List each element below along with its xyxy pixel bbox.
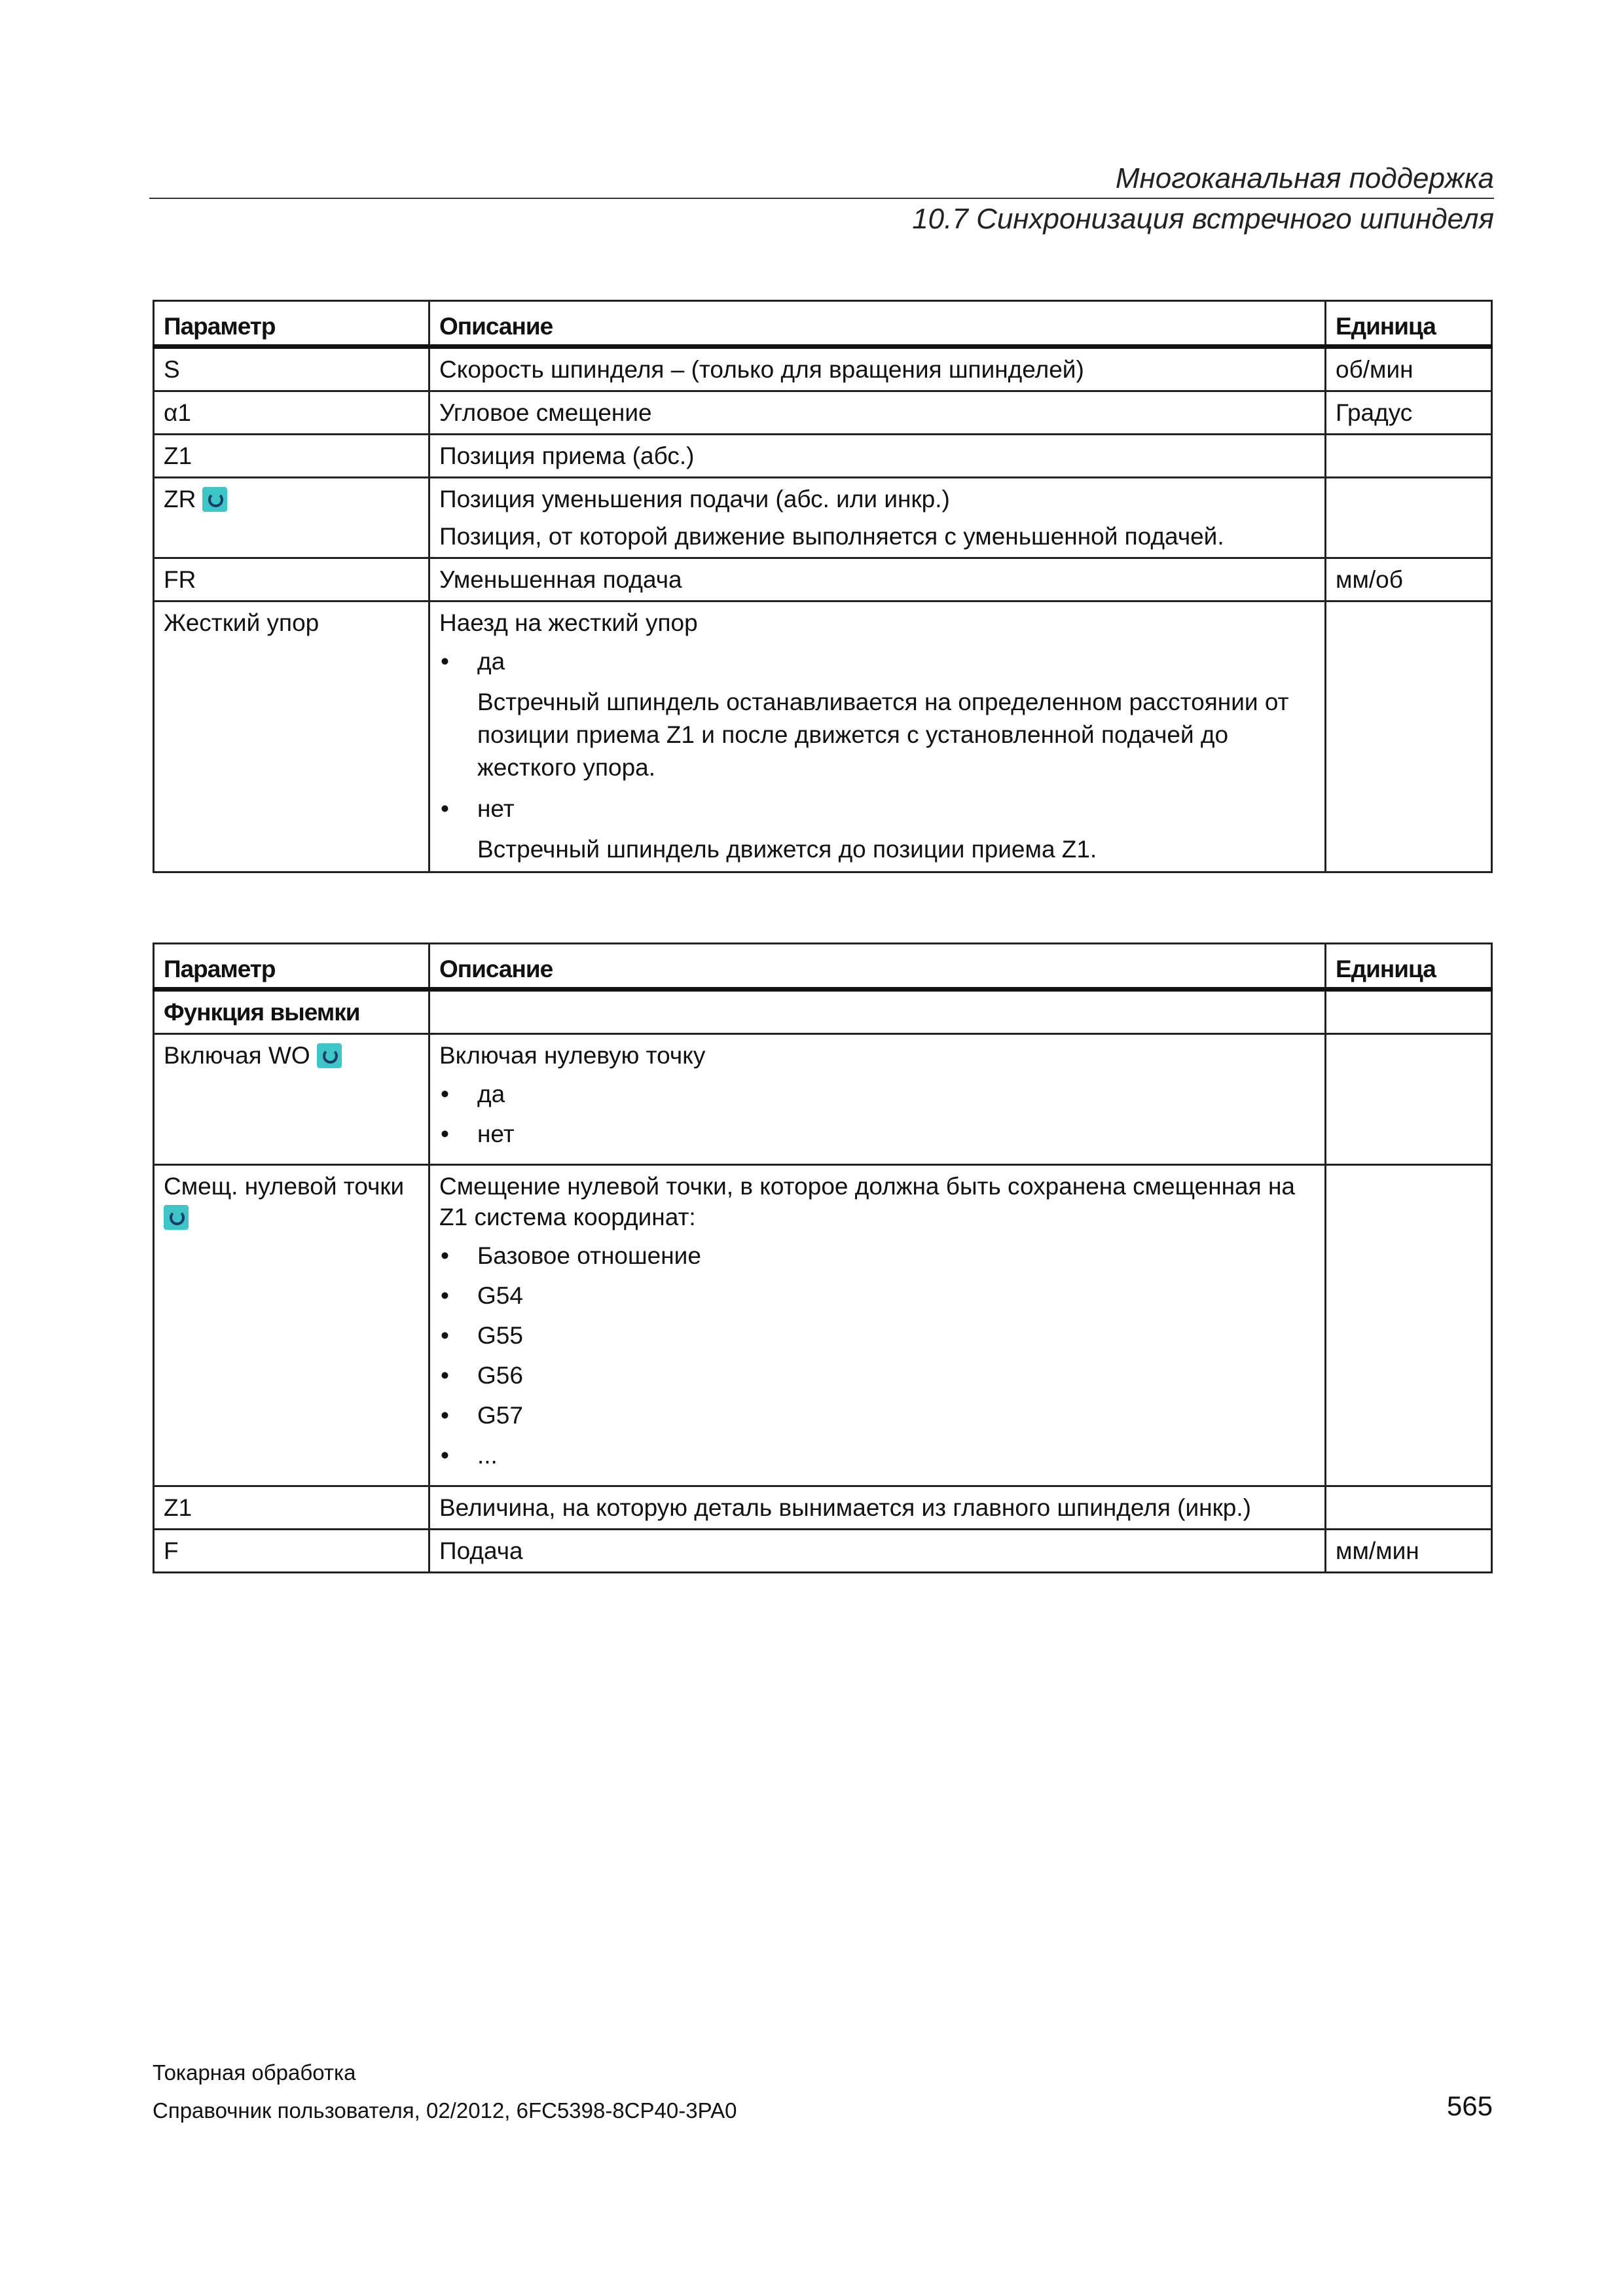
column-header-description: Описание [429,944,1326,990]
desc-line: Включая нулевую точку [439,1042,706,1069]
list-item: • ... [439,1440,1315,1471]
param-label: Смещ. нулевой точки [164,1173,405,1200]
list-item: • G56 [439,1360,1315,1391]
desc-line: Смещение нулевой точки, в которое должна быть сохранена смещенная на Z1 система координат: [439,1173,1295,1230]
toggle-icon [164,1205,189,1230]
column-header-parameter: Параметр [154,301,429,347]
param-cell: F [154,1530,429,1573]
param-cell [154,1165,429,1486]
list-item: • да [439,1079,1315,1109]
option-description: Встречный шпиндель останавливается на определенном расстоянии от позиции приема Z1 и после движется с установленной подачей до жесткого упора. [477,689,1289,781]
chapter-title: Многоканальная поддержка [1115,162,1494,194]
column-header-parameter: Параметр [154,944,429,990]
param-cell: Z1 [154,435,429,478]
page-number: 565 [1446,2090,1493,2121]
option-list [439,1240,1315,1471]
unit-cell [1326,990,1492,1034]
table-group-row [154,990,1492,1034]
list-item: • G55 [439,1320,1315,1351]
table-row [154,1034,1492,1165]
param-label: ZR [164,486,196,512]
param-cell: α1 [154,391,429,435]
section-title: 10.7 Синхронизация встречного шпинделя [912,203,1494,235]
toggle-icon [317,1043,342,1068]
table-row [154,478,1492,558]
unit-cell [1326,1034,1492,1165]
table-row [154,435,1492,478]
desc-cell: Величина, на которую деталь вынимается из главного шпинделя (инкр.) [429,1486,1326,1530]
toggle-icon [202,487,227,512]
header-divider [149,198,1494,199]
unit-cell [1326,435,1492,478]
column-header-unit: Единица [1326,301,1492,347]
unit-cell [1326,1486,1492,1530]
table-row [154,1165,1492,1486]
table-row [154,391,1492,435]
unit-cell: об/мин [1326,347,1492,391]
param-cell: FR [154,558,429,601]
unit-cell [1326,478,1492,558]
list-item: • да [439,646,1315,677]
desc-line: Наезд на жесткий упор [439,609,698,636]
list-item: • нет [439,793,1315,824]
table-row [154,601,1492,872]
parameter-table-1 [153,300,1493,873]
list-item: • G54 [439,1280,1315,1311]
desc-line: Позиция уменьшения подачи (абс. или инкр.) [439,486,950,512]
param-cell: Жесткий упор [154,601,429,872]
desc-cell: Угловое смещение [429,391,1326,435]
table-header-row [154,301,1492,347]
unit-cell: Градус [1326,391,1492,435]
footer-publication-info: Справочник пользователя, 02/2012, 6FC5398-8CP40-3PA0 [153,2098,737,2123]
unit-cell: мм/мин [1326,1530,1492,1573]
desc-cell [429,990,1326,1034]
param-cell: S [154,347,429,391]
parameter-table-2 [153,942,1493,1573]
desc-cell: Уменьшенная подача [429,558,1326,601]
desc-cell [429,1165,1326,1486]
desc-cell [429,601,1326,872]
column-header-description: Описание [429,301,1326,347]
group-title: Функция выемки [154,990,429,1034]
desc-line: Позиция, от которой движение выполняется с уменьшенной подачей. [439,523,1224,550]
desc-cell [429,1034,1326,1165]
desc-cell: Скорость шпинделя – (только для вращения шпинделей) [429,347,1326,391]
option-description: Встречный шпиндель движется до позиции приема Z1. [477,836,1097,863]
option-list [439,646,1315,677]
list-item: • Базовое отношение [439,1240,1315,1271]
footer-book-title: Токарная обработка [153,2060,356,2085]
unit-cell [1326,601,1492,872]
table-row [154,558,1492,601]
column-header-unit: Единица [1326,944,1492,990]
unit-cell: мм/об [1326,558,1492,601]
table-header-row [154,944,1492,990]
table-row [154,1486,1492,1530]
list-item: • G57 [439,1400,1315,1431]
table-row [154,347,1492,391]
desc-cell: Подача [429,1530,1326,1573]
option-list [439,793,1315,824]
param-cell [154,1034,429,1165]
param-cell: Z1 [154,1486,429,1530]
unit-cell [1326,1165,1492,1486]
option-list [439,1079,1315,1149]
param-cell [154,478,429,558]
list-item: • нет [439,1119,1315,1149]
desc-cell: Позиция приема (абс.) [429,435,1326,478]
param-label: Включая WO [164,1042,310,1069]
desc-cell [429,478,1326,558]
table-row [154,1530,1492,1573]
